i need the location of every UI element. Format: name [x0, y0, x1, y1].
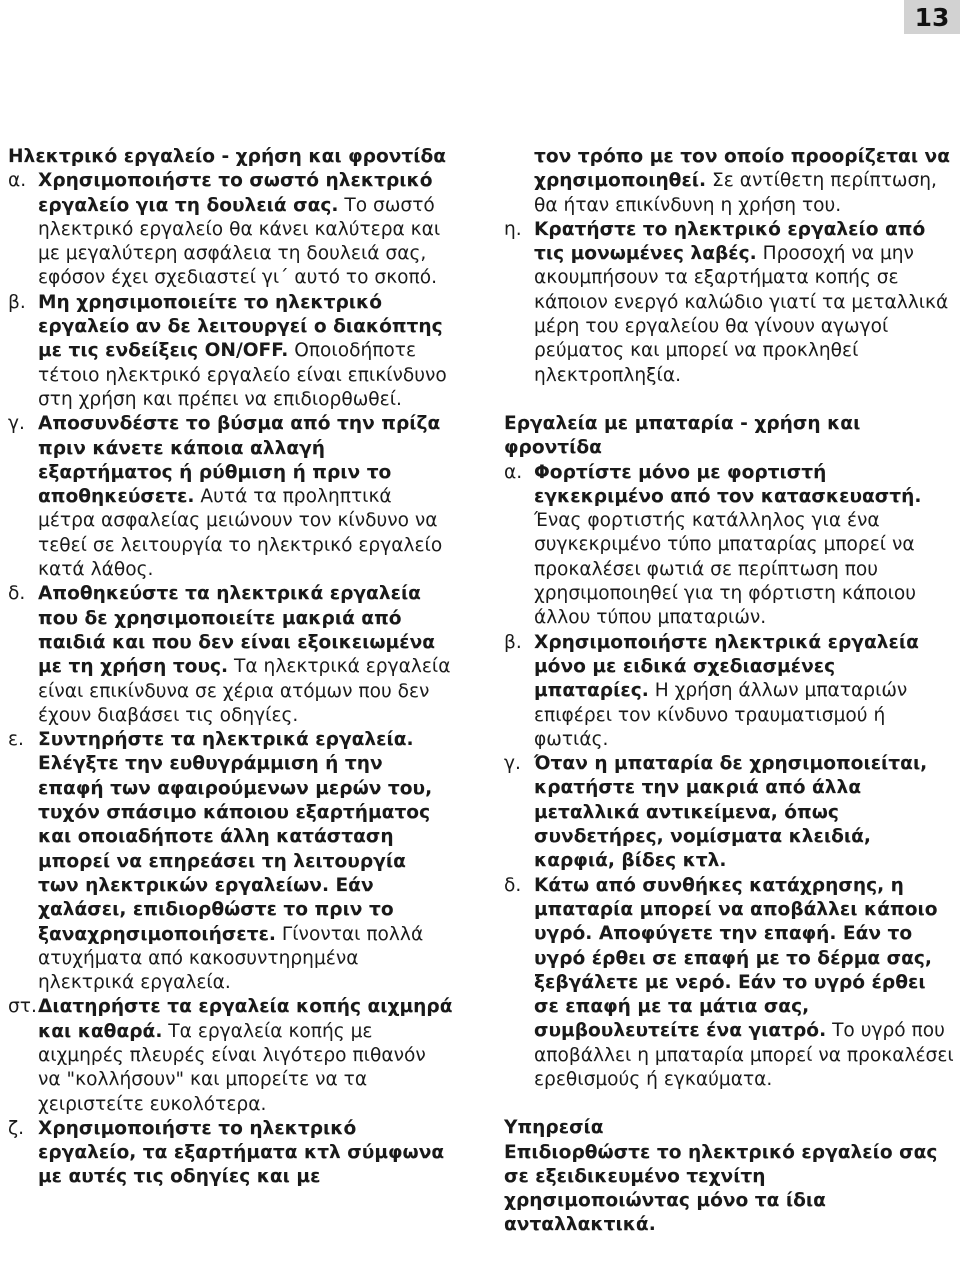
list-item-text — [534, 874, 956, 1093]
section-heading-service: Υπηρεσία — [504, 1117, 604, 1139]
item-body: Οποιοδήποτε τέτοιο ηλεκτρικό εργαλείο είναι επικίνδυνο στη χρήση και πρέπει να επιδιορθωθεί. — [38, 340, 447, 410]
list-item-text — [38, 1117, 453, 1190]
section-heading-battery-tools: Εργαλεία με μπαταρία - χρήση και φροντίδα — [504, 412, 861, 459]
list-marker: η. — [504, 218, 522, 240]
item-lead: Κάτω από συνθήκες κατάχρησης, η μπαταρία μπορεί να αποβάλλει κάποιο υγρό. Αποφύγετε την επαφή. Εάν το υγρό έρθει σε επαφή με το δέρμα σας, ξεβγάλετε με νερό. Εάν το υγρό έρθει σε επαφή με τα μάτια σας, συμβουλευτείτε ένα γιατρό. — [534, 874, 938, 1042]
item-body: Γίνονται πολλά ατυχήματα από κακοσυντηρημένα ηλεκτρικά εργαλεία. — [38, 923, 424, 994]
item-lead: Κρατήστε το ηλεκτρικό εργαλείο από τις μονωμένες λαβές. — [534, 218, 926, 265]
list-item-text — [38, 582, 453, 728]
list-item-text — [38, 291, 453, 412]
continued-item-text — [504, 145, 956, 218]
list-item-text — [38, 169, 453, 290]
list-marker: στ. — [8, 996, 37, 1018]
right-column — [504, 145, 956, 1238]
list-item-text — [38, 412, 453, 582]
list-marker: δ. — [8, 583, 26, 605]
service-text: Επιδιορθώστε το ηλεκτρικό εργαλείο σας σε εξειδικευμένο τεχνίτη χρησιμοποιώντας μόνο τα ίδια ανταλλακτικά. — [504, 1141, 938, 1236]
list-marker: γ. — [8, 413, 25, 435]
list-item-text — [534, 461, 956, 631]
item-lead: Αποθηκεύστε τα ηλεκτρικά εργαλεία που δε χρησιμοποιείτε μακριά από παιδιά και που δεν είναι εξοικειωμένα με τη χρήση τους. — [38, 583, 436, 678]
list-item — [504, 631, 956, 752]
item-lead: Χρησιμοποιήστε το ηλεκτρικό εργαλείο, τα εξαρτήματα κτλ σύμφωνα με αυτές τις οδηγίες και με — [38, 1117, 445, 1188]
item-body: Τα ηλεκτρικά εργαλεία είναι επικίνδυνα σε χέρια ατόμων που δεν έχουν διαβάσει τις οδηγίες. — [38, 656, 451, 726]
item-lead: Χρησιμοποιήστε το σωστό ηλεκτρικό εργαλείο για τη δουλειά σας. — [38, 170, 433, 216]
item-lead: Χρησιμοποιήστε ηλεκτρικά εργαλεία μόνο με ειδικά σχεδιασμένες μπαταρίες. — [534, 631, 919, 702]
item-lead: Όταν η μπαταρία δε χρησιμοποιείται, κρατήστε την μακριά από άλλα μεταλλικά αντικείμενα, όπως συνδετήρες, νομίσματα κλειδιά, καρφιά, βίδες κτλ. — [534, 753, 928, 872]
item-lead: τον τρόπο με τον οποίο προορίζεται να χρησιμοποιηθεί. — [534, 146, 950, 192]
list-item — [8, 291, 453, 412]
left-column — [8, 145, 453, 1190]
list-item — [8, 995, 453, 1116]
item-body: Ένας φορτιστής κατάλληλος για ένα συγκεκριμένο τύπο μπαταρίας μπορεί να προκαλέσει φωτιά σε περίπτωση που χρησιμοποιηθεί για τη φόρτιστη κάποιου άλλου τύπου μπαταριών. — [534, 510, 917, 629]
item-lead: Διατηρήστε τα εργαλεία κοπής αιχμηρά και καθαρά. — [38, 996, 453, 1042]
list-marker: δ. — [504, 874, 522, 896]
list-marker: α. — [504, 461, 523, 483]
spacer — [504, 388, 956, 412]
list-item — [8, 169, 453, 290]
item-lead: Μη χρησιμοποιείτε το ηλεκτρικό εργαλείο αν δε λειτουργεί ο διακόπτης με τις ενδείξεις ON/OFF. — [38, 291, 443, 362]
list-marker: ζ. — [8, 1117, 25, 1139]
list-marker: ε. — [8, 729, 24, 751]
list-marker: α. — [8, 170, 27, 192]
item-body: Το υγρό που αποβάλλει η μπαταρία μπορεί να προκαλέσει ερεθισμούς ή εγκαύματα. — [534, 1020, 954, 1090]
item-body: Η χρήση άλλων μπαταριών επιφέρει τον κίνδυνο τραυματισμού ή φωτιάς. — [534, 680, 908, 750]
list-item-text — [534, 631, 956, 752]
item-lead: Φορτίστε μόνο με φορτιστή εγκεκριμένο από τον κατασκευαστή. — [534, 461, 922, 507]
item-lead: Αποσυνδέστε το βύσμα από την πρίζα πριν κάνετε κάποια αλλαγή εξαρτήματος ή ρύθμιση ή πριν το αποθηκεύσετε. — [38, 413, 441, 508]
list-item — [504, 874, 956, 1093]
list-item — [504, 461, 956, 631]
list-item — [504, 218, 956, 388]
list-marker: β. — [8, 291, 26, 313]
spacer — [504, 1092, 956, 1116]
list-item — [8, 412, 453, 582]
item-body: Σε αντίθετη περίπτωση, θα ήταν επικίνδυνη η χρήση του. — [534, 170, 937, 216]
list-item — [8, 728, 453, 995]
list-item-text — [534, 752, 956, 873]
list-item-text — [38, 995, 453, 1116]
item-body: Τα εργαλεία κοπής με αιχμηρές πλευρές είναι λιγότερο πιθανόν να "κολλήσουν" και μπορείτε να τα χειριστείτε ευκολότερα. — [38, 1020, 426, 1115]
list-item — [8, 1117, 453, 1190]
list-marker: β. — [504, 631, 522, 653]
page-number: 13 — [904, 0, 960, 34]
list-item — [504, 752, 956, 873]
item-body: Αυτά τα προληπτικά μέτρα ασφαλείας μειώνουν τον κίνδυνο να τεθεί σε λειτουργία το ηλεκτρικό εργαλείο κατά λάθος. — [38, 486, 443, 581]
list-item — [8, 582, 453, 728]
item-lead: Συντηρήστε τα ηλεκτρικά εργαλεία. Ελέγξτε την ευθυγράμμιση ή την επαφή των αφαιρούμενων μερών του, τυχόν σπάσιμο κάποιου εξαρτήματος και οποιαδήποτε άλλη κατάσταση μπορεί να επηρεάσει τη λειτουργία των ηλεκτρικών εργαλείων. Εάν χαλάσει, επιδιορθώστε το πριν το ξαναχρησιμοποιήσετε. — [38, 729, 433, 945]
list-marker: γ. — [504, 753, 521, 775]
list-item-text — [534, 218, 956, 388]
section-heading-power-tool-use: Ηλεκτρικό εργαλείο - χρήση και φροντίδα — [8, 146, 447, 167]
item-body: Προσοχή να μην ακουμπήσουν τα εξαρτήματα κοπής σε κάποιον ενεργό καλώδιο γιατί τα μεταλλικά μέρη του εργαλείου θα γίνουν αγωγοί ρεύματος και μπορεί να προκληθεί ηλεκτροπληξία. — [534, 243, 949, 386]
item-body: Το σωστό ηλεκτρικό εργαλείο θα κάνει καλύτερα και με μεγαλύτερη ασφάλεια τη δουλειά σας, εφόσον έχει σχεδιαστεί γι΄ αυτό το σκοπό. — [38, 194, 441, 289]
list-item-text — [38, 728, 453, 995]
